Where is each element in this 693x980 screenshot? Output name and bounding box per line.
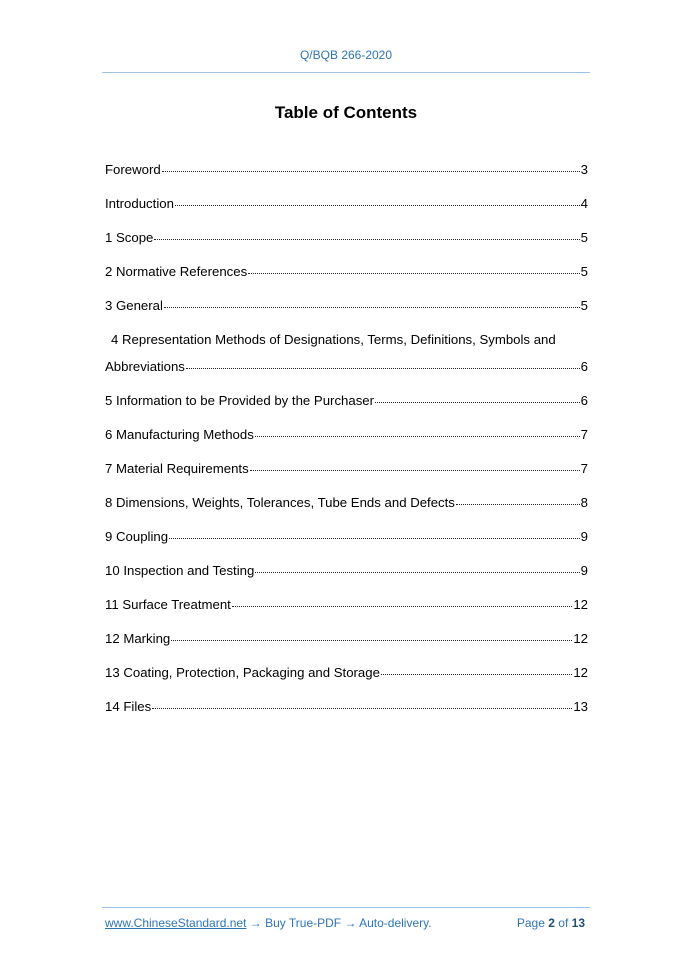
page-title: Table of Contents bbox=[274, 103, 418, 122]
website-link[interactable]: www.ChineseStandard.net bbox=[105, 916, 247, 930]
toc-entry-manufacturing-methods[interactable] bbox=[105, 423, 588, 457]
toc-entry-inspection-testing[interactable] bbox=[105, 559, 588, 593]
toc-entry-label: 3 General bbox=[105, 298, 163, 313]
toc-entry-general[interactable] bbox=[105, 294, 588, 328]
dot-leader bbox=[186, 368, 580, 369]
dot-leader bbox=[154, 239, 579, 240]
toc-entry-label: 5 Information to be Provided by the Purchaser bbox=[105, 393, 375, 408]
toc-entry-material-requirements[interactable] bbox=[105, 457, 588, 491]
document-code-header: Q/BQB 266-2020 bbox=[299, 48, 393, 62]
toc-entry-label: 10 Inspection and Testing bbox=[105, 563, 255, 578]
toc-entry-label: 12 Marking bbox=[105, 631, 171, 646]
footer-promo bbox=[105, 916, 432, 930]
toc-entry-page: 6 bbox=[580, 393, 588, 408]
toc-entry-scope[interactable] bbox=[105, 226, 588, 260]
toc-entry-page: 5 bbox=[580, 230, 588, 245]
dot-leader bbox=[375, 402, 580, 403]
of-word: of bbox=[558, 916, 569, 930]
toc-entry-files[interactable] bbox=[105, 695, 588, 729]
dot-leader bbox=[248, 273, 579, 274]
toc-entry-purchaser-information[interactable] bbox=[105, 389, 588, 423]
toc-entry-representation-methods[interactable] bbox=[105, 328, 588, 389]
toc-entry-page: 9 bbox=[580, 529, 588, 544]
toc-entry-page: 5 bbox=[580, 264, 588, 279]
toc-entry-dimensions[interactable] bbox=[105, 491, 588, 525]
footer-divider bbox=[102, 907, 590, 908]
toc-entry-page: 9 bbox=[580, 563, 588, 578]
toc-entry-label: 8 Dimensions, Weights, Tolerances, Tube Ends and Defects bbox=[105, 495, 455, 510]
dot-leader bbox=[175, 205, 580, 206]
dot-leader bbox=[152, 708, 572, 709]
toc-entry-page: 5 bbox=[580, 298, 588, 313]
page-word: Page bbox=[516, 916, 545, 930]
header-divider bbox=[102, 72, 590, 73]
toc-entry-page: 12 bbox=[573, 665, 588, 680]
dot-leader bbox=[162, 171, 580, 172]
toc-entry-introduction[interactable] bbox=[105, 192, 588, 226]
current-page-number: 2 bbox=[548, 916, 555, 930]
footer-tagline: → Buy True-PDF → Auto-delivery. bbox=[246, 916, 432, 930]
toc-entry-label: 9 Coupling bbox=[105, 529, 169, 544]
toc-entry-surface-treatment[interactable] bbox=[105, 593, 588, 627]
toc-entry-label: 7 Material Requirements bbox=[105, 461, 249, 476]
page-indicator bbox=[517, 916, 585, 930]
toc-entry-label-line1: 4 Representation Methods of Designations, Terms, Definitions, Symbols and bbox=[111, 332, 556, 347]
toc-entry-page: 13 bbox=[573, 699, 588, 714]
toc-entry-label: Introduction bbox=[105, 196, 174, 211]
toc-entry-marking[interactable] bbox=[105, 627, 588, 661]
dot-leader bbox=[250, 470, 580, 471]
total-pages-number: 13 bbox=[571, 916, 585, 930]
toc-entry-page: 6 bbox=[580, 359, 588, 374]
toc-entry-label: 14 Files bbox=[105, 699, 152, 714]
toc-entry-label: 11 Surface Treatment bbox=[105, 597, 231, 612]
dot-leader bbox=[456, 504, 580, 505]
toc-entry-label: 13 Coating, Protection, Packaging and Storage bbox=[105, 665, 380, 680]
dot-leader bbox=[169, 538, 580, 539]
toc-entry-label: Foreword bbox=[105, 162, 161, 177]
dot-leader bbox=[255, 572, 579, 573]
toc-entry-page: 12 bbox=[573, 631, 588, 646]
toc-entry-coupling[interactable] bbox=[105, 525, 588, 559]
toc-entry-coating[interactable] bbox=[105, 661, 588, 695]
table-of-contents bbox=[105, 158, 588, 729]
dot-leader bbox=[164, 307, 580, 308]
toc-entry-label: Abbreviations bbox=[105, 359, 185, 374]
dot-leader bbox=[381, 674, 572, 675]
toc-entry-normative-references[interactable] bbox=[105, 260, 588, 294]
toc-entry-label: 6 Manufacturing Methods bbox=[105, 427, 254, 442]
toc-entry-page: 7 bbox=[580, 461, 588, 476]
toc-entry-page: 12 bbox=[573, 597, 588, 612]
toc-entry-label: 2 Normative References bbox=[105, 264, 248, 279]
toc-entry-page: 8 bbox=[580, 495, 588, 510]
toc-entry-label: 1 Scope bbox=[105, 230, 154, 245]
toc-entry-foreword[interactable] bbox=[105, 158, 588, 192]
toc-entry-page: 7 bbox=[580, 427, 588, 442]
dot-leader bbox=[255, 436, 580, 437]
dot-leader bbox=[232, 606, 572, 607]
toc-entry-page: 4 bbox=[580, 196, 588, 211]
toc-entry-page: 3 bbox=[580, 162, 588, 177]
dot-leader bbox=[171, 640, 572, 641]
